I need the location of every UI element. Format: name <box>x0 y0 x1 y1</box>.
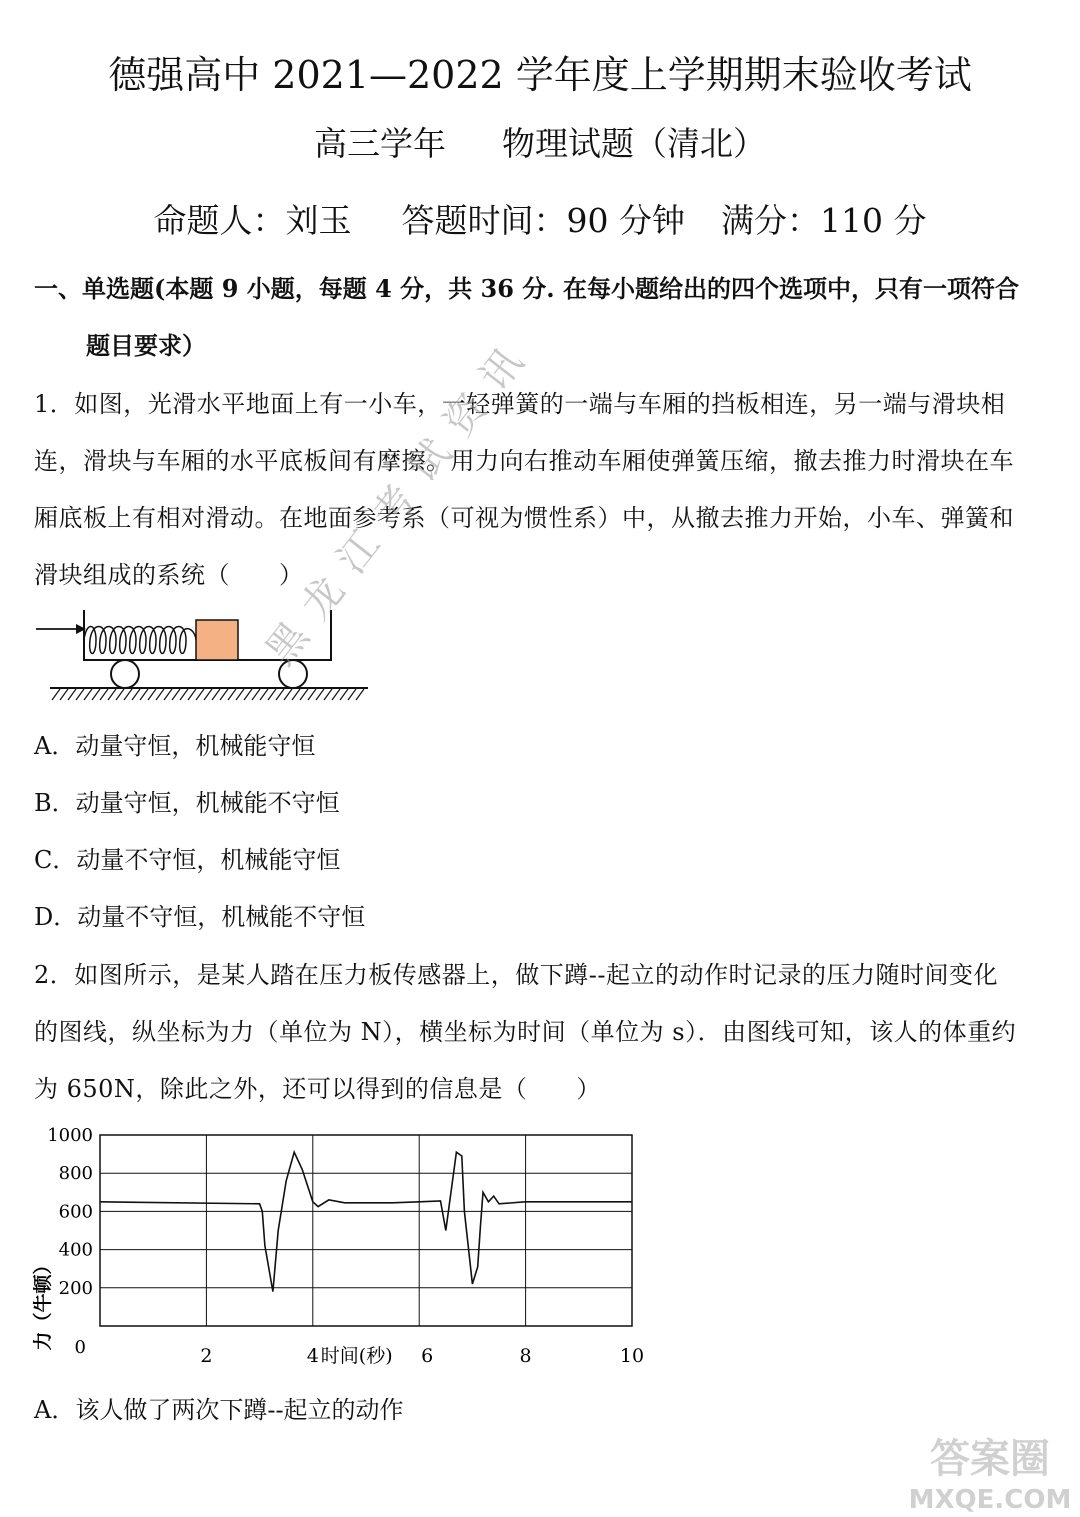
q1-text-line: 滑块组成的系统（ ） <box>34 561 304 589</box>
author-label: 命题人：刘玉 <box>153 201 352 240</box>
grade-label: 高三学年 <box>314 124 446 163</box>
push-arrow <box>36 624 86 634</box>
x-tick-label: 6 <box>421 1345 434 1367</box>
chart-grid <box>100 1135 632 1326</box>
exam-info <box>0 195 1080 242</box>
q1-text-line: 连，滑块与车厢的水平底板间有摩擦。用力向右推动车厢使弹簧压缩，撤去推力时滑块在车 <box>34 447 1014 475</box>
q2-text-line: 为 650N，除此之外，还可以得到的信息是（ ） <box>34 1075 601 1103</box>
y-axis-label: 力（牛顿） <box>32 1255 54 1351</box>
x-tick-label: 8 <box>519 1345 532 1367</box>
q1-option-c: C．动量不守恒，机械能守恒 <box>34 846 341 874</box>
logo-line2: MXQE.COM <box>908 1485 1072 1515</box>
site-logo <box>900 1430 1080 1517</box>
spring <box>84 627 196 654</box>
y-tick-label: 200 <box>58 1277 93 1299</box>
x-tick-label: 4 <box>306 1345 319 1367</box>
q1-option-b: B．动量守恒，机械能不守恒 <box>34 789 340 817</box>
section-heading: 一、单选题(本题 9 小题，每题 4 分，共 36 分. 在每小题给出的四个选项中，只有一项符合 <box>34 274 1019 303</box>
score-label: 满分：110 分 <box>721 201 927 240</box>
subject-label: 物理试题（清北） <box>502 124 766 163</box>
q1-text-line: 1．如图，光滑水平地面上有一小车，一轻弹簧的一端与车厢的挡板相连，另一端与滑块相 <box>34 390 1006 418</box>
q2-option-a: A．该人做了两次下蹲--起立的动作 <box>34 1396 404 1424</box>
y-tick-label: 400 <box>58 1239 93 1261</box>
y-tick-label: 600 <box>58 1201 93 1223</box>
slider-block <box>196 620 238 660</box>
q2-text-line: 的图线，纵坐标为力（单位为 N），横坐标为时间（单位为 s）．由图线可知，该人的体重约 <box>34 1018 1017 1046</box>
exam-title: 德强高中 2021—2022 学年度上学期期末验收考试 <box>108 53 972 97</box>
y-tick-label: 800 <box>58 1163 93 1185</box>
logo-line1: 答案圈 <box>930 1436 1050 1482</box>
chart-ticks <box>47 1125 644 1367</box>
x-tick-label: 2 <box>200 1345 213 1367</box>
cart-wheel <box>111 660 139 688</box>
y-tick-label: 1000 <box>47 1125 93 1146</box>
watermark-text: 黑龙江考试资讯 <box>257 325 544 674</box>
origin-label: 0 <box>74 1337 86 1358</box>
x-axis-label: 时间(秒) <box>320 1345 393 1367</box>
time-label: 答题时间：90 分钟 <box>401 201 685 240</box>
q1-text-line: 厢底板上有相对滑动。在地面参考系（可视为惯性系）中，从撤去推力开始，小车、弹簧和 <box>34 504 1014 532</box>
x-tick-label: 10 <box>619 1345 645 1367</box>
exam-subtitle <box>0 118 1080 165</box>
q1-option-a: A．动量守恒，机械能守恒 <box>34 732 316 760</box>
q1-option-d: D．动量不守恒，机械能不守恒 <box>34 903 366 931</box>
section-heading-cont: 题目要求） <box>86 331 206 360</box>
force-time-chart <box>30 1120 670 1370</box>
plot-frame <box>100 1135 632 1326</box>
q2-text-line: 2．如图所示，是某人踏在压力板传感器上，做下蹲--起立的动作时记录的压力随时间变化 <box>34 961 998 989</box>
ground <box>50 688 368 700</box>
